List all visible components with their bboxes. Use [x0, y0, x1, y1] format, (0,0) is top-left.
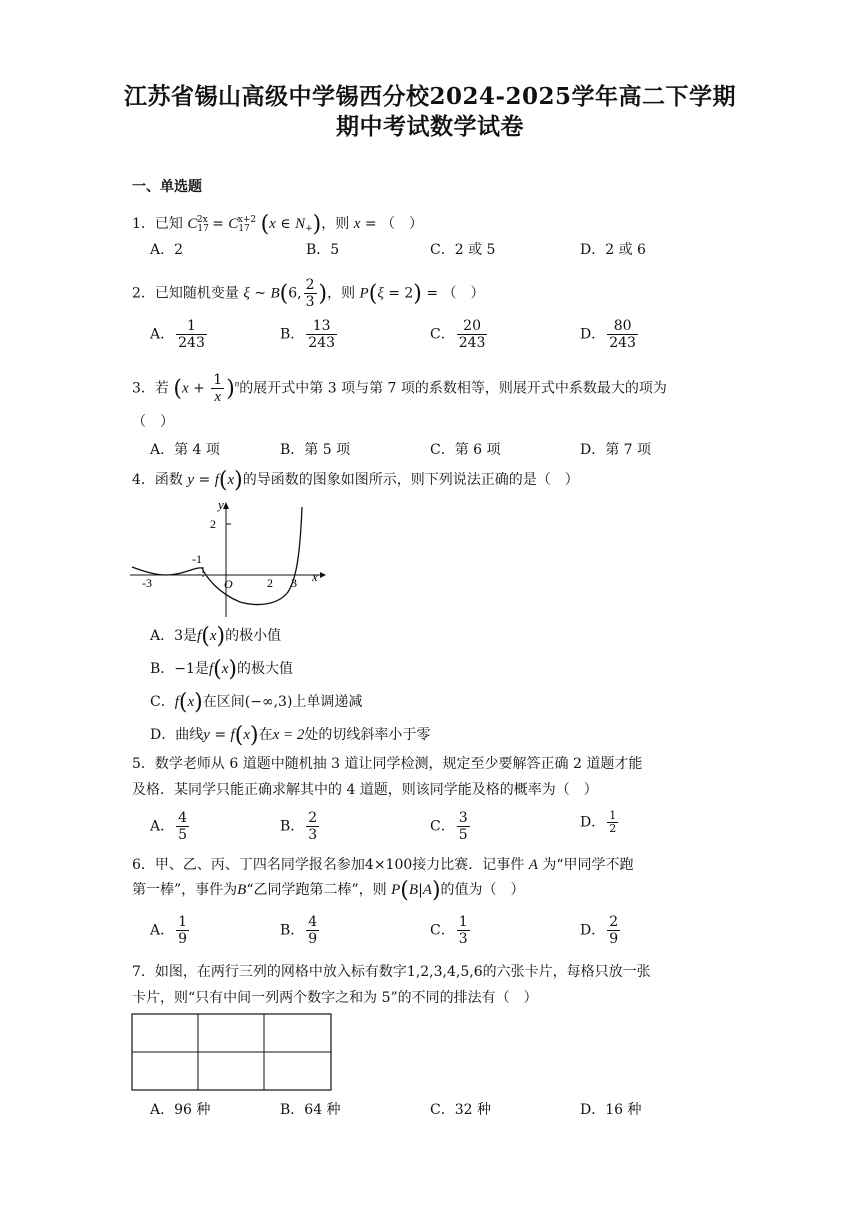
- option-b: B．−1是f(x)的极大值: [150, 657, 293, 682]
- option-d: D．2 或 6: [580, 242, 646, 258]
- option-c: C．f(x)在区间(−∞,3)上单调递减: [150, 690, 363, 715]
- question-number: 2．: [132, 285, 155, 302]
- question-4: 4．函数 y = f(x)的导函数的图象如图所示，则下列说法正确的是（ ）: [132, 468, 579, 493]
- option-c: C．2 或 5: [430, 242, 496, 258]
- question-number: 6．: [132, 857, 155, 873]
- question-number: 7．: [132, 964, 155, 980]
- option-d: D．16 种: [580, 1102, 642, 1118]
- option-d: D． $\frac{1}{2}$: [580, 809, 617, 835]
- question-3: 3．若 (x + $\frac{1}{x}$ )$^n$的展开式中第 3 项与第 7 项的系数相等，则展开式中系数最大的项为: [132, 372, 667, 405]
- y-axis-arrow: [223, 502, 229, 509]
- option-b: B．第 5 项: [280, 442, 351, 458]
- option-a: A．2: [150, 242, 184, 258]
- y-axis-label: y: [218, 497, 224, 512]
- option-a: A． $\frac{1}{9}$: [150, 914, 188, 947]
- option-d: D． $\frac{2}{9}$: [580, 914, 619, 947]
- option-b: B． $\frac{2}{3}$: [280, 810, 318, 843]
- derivative-curve: [132, 507, 302, 605]
- x-axis-label: x: [312, 569, 318, 584]
- option-a: A．3是f(x)的极小值: [150, 624, 282, 649]
- formula: $C_{17}^{2x} = C_{17}^{x+2}$ (x ∈ $N_+$): [187, 212, 322, 237]
- tick-label-neg1: -1: [192, 552, 202, 566]
- question-5: 5．数学老师从 6 道题中随机抽 3 道让同学检测，规定至少要解答正确 2 道题才能: [132, 756, 643, 772]
- option-b: B． $\frac{13}{243}$: [280, 318, 336, 351]
- question-number: 3．: [132, 380, 155, 397]
- option-c: C．第 6 项: [430, 442, 501, 458]
- question-number: 5．: [132, 756, 155, 772]
- x-axis-arrow: [320, 572, 326, 578]
- question-7-line2: 卡片，则“只有中间一列两个数字之和为 5”的不同的排法有（ ）: [132, 990, 538, 1006]
- question-7: 7．如图，在两行三列的网格中放入标有数字1,2,3,4,5,6的六张卡片，每格只放一张: [132, 964, 651, 980]
- question-1: 1．已知 $C_{17}^{2x} = C_{17}^{x+2}$ (x ∈ $N_+$)，则 x = （ ）: [132, 212, 424, 237]
- card-grid: [131, 1013, 333, 1093]
- question-6: 6．甲、乙、丙、丁四名同学报名参加4×100接力比赛．记事件 A 为“甲同学不跑: [132, 857, 634, 873]
- option-b: B． $\frac{4}{9}$: [280, 914, 318, 947]
- section-title: 一、单选题: [132, 179, 202, 195]
- option-c: C． $\frac{20}{243}$: [430, 318, 486, 351]
- tick-label-2: 2: [267, 576, 273, 590]
- exam-title-line2: 期中考试数学试卷: [336, 113, 524, 140]
- option-b: B．5: [306, 242, 340, 258]
- option-c: C． $\frac{1}{3}$: [430, 914, 468, 947]
- option-a: A．96 种: [150, 1102, 211, 1118]
- derivative-graph: [128, 497, 328, 622]
- question-6-line2: 第一棒”，事件为B“乙同学跑第二棒”，则 P(B|A)的值为（ ）: [132, 878, 525, 903]
- origin-label: O: [224, 577, 233, 591]
- option-d: D．曲线y = f(x)在x = 2处的切线斜率小于零: [150, 723, 431, 748]
- question-number: 1．: [132, 216, 155, 232]
- option-c: C．32 种: [430, 1102, 491, 1118]
- question-5-line2: 及格．某同学只能正确求解其中的 4 道题，则该同学能及格的概率为（ ）: [132, 782, 598, 798]
- question-number: 4．: [132, 472, 155, 488]
- tick-label-3: 3: [291, 576, 297, 590]
- tick-label-neg3: -3: [142, 576, 152, 590]
- option-d: D．第 7 项: [580, 442, 652, 458]
- option-a: A． $\frac{4}{5}$: [150, 810, 188, 843]
- option-d: D． $\frac{80}{243}$: [580, 318, 636, 351]
- option-b: B．64 种: [280, 1102, 341, 1118]
- tick-label-y2: 2: [210, 517, 216, 531]
- question-3-line2: （ ）: [132, 414, 174, 430]
- exam-title-line1: 江苏省锡山高级中学锡西分校2024-2025学年高二下学期: [123, 83, 737, 110]
- question-2: 2．已知随机变量 ξ ~ B(6, $\frac{2}{3}$ )，则 P(ξ = 2) = （ ）: [132, 277, 485, 310]
- option-a: A．第 4 项: [150, 442, 220, 458]
- option-c: C． $\frac{3}{5}$: [430, 810, 468, 843]
- option-a: A． $\frac{1}{243}$: [150, 318, 205, 351]
